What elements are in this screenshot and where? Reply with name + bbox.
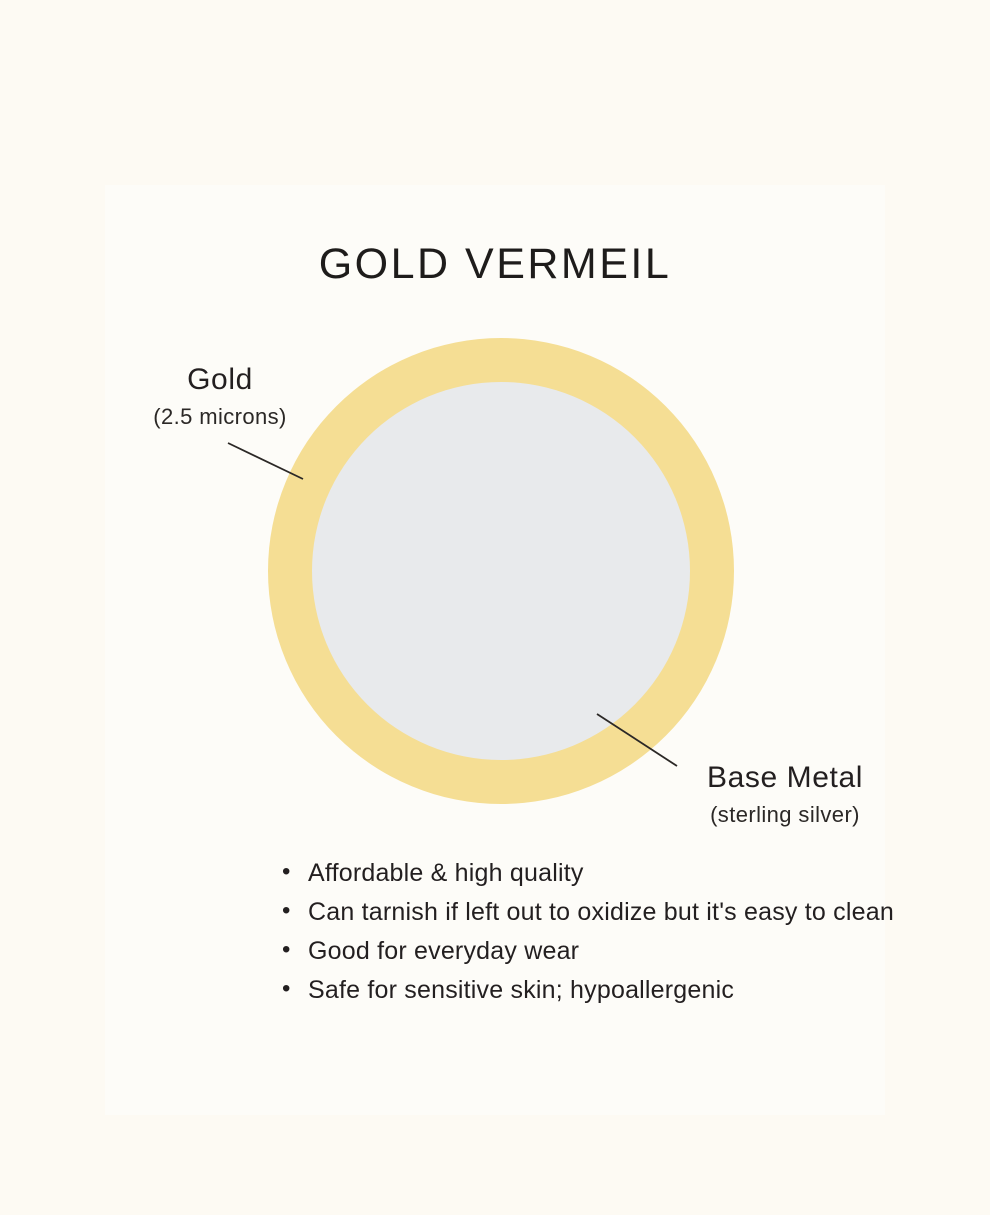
material-cross-section [268, 338, 734, 804]
page-title: GOLD VERMEIL [318, 240, 672, 288]
label-base-metal-name: Base Metal [706, 761, 864, 794]
list-item: • Good for everyday wear [276, 933, 896, 970]
label-base-metal-detail: (sterling silver) [710, 802, 860, 827]
label-gold-detail: (2.5 microns) [153, 404, 287, 429]
label-gold [110, 362, 330, 430]
label-base-metal [660, 760, 910, 828]
label-gold-name: Gold [187, 363, 253, 396]
base-metal-core [312, 382, 690, 760]
list-item: • Affordable & high quality [276, 855, 896, 892]
feature-list-items [276, 855, 896, 1009]
feature-list [276, 855, 896, 1011]
list-item: • Safe for sensitive skin; hypoallergenic [276, 972, 896, 1009]
list-item: • Can tarnish if left out to oxidize but it's easy to clean [276, 894, 896, 931]
